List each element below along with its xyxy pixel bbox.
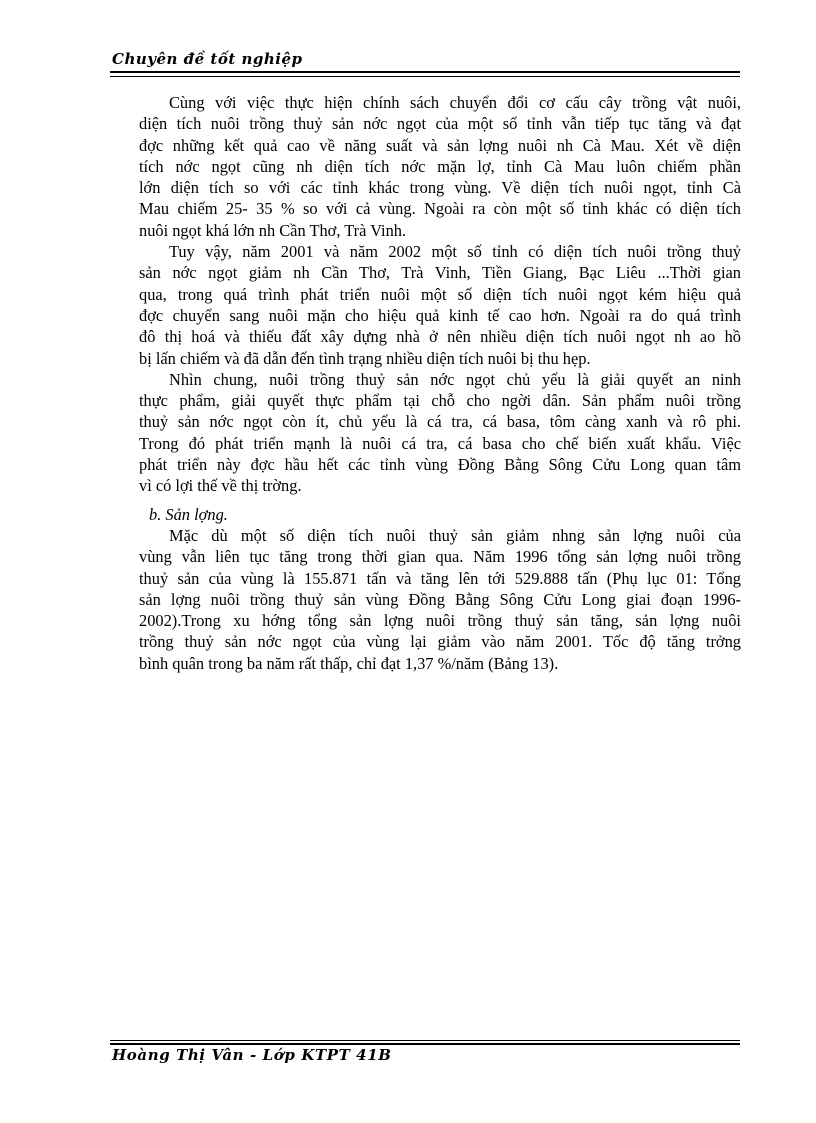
text-line: đô thị hoá và thiếu đất xây dựng nhà ở nên nhiều diện tích nuôi ngọt nh ao hồ <box>139 327 741 347</box>
footer-rule-thin <box>110 1040 740 1041</box>
text-line: bình quân trong ba năm rất thấp, chỉ đạt 1,37 %/năm (Bảng 13). <box>139 653 559 673</box>
text-line: sản nớc ngọt giảm nh Cần Thơ, Trà Vinh, Tiền Giang, Bạc Liêu ...Thời gian <box>139 263 741 283</box>
text-line: đợc chuyển sang nuôi mặn cho hiệu quả kinh tế cao hơn. Ngoài ra do quá trình <box>139 305 741 325</box>
text-line: đợc những kết quả cao về năng suất và sản lợng nuôi nh Cà Mau. Xét về diện <box>139 135 741 155</box>
header-rule-thick <box>110 71 740 73</box>
text-line: thuỷ sản nớc ngọt còn ít, chủ yếu là cá tra, cá basa, tôm càng xanh và rô phi. <box>139 412 741 432</box>
text-line: 2002).Trong xu hớng tổng sản lợng nuôi trồng thuỷ sản tăng, sản lợng nuôi <box>139 611 741 631</box>
footer-rule-thick <box>110 1043 740 1045</box>
footer-author-class: Hoàng Thị Vân - Lớp KTPT 41B <box>112 1046 392 1064</box>
text-line: lớn diện tích so với các tỉnh khác trong vùng. Về diện tích nuôi ngọt, tỉnh Cà <box>139 178 741 198</box>
text-line: phát triển này đợc hầu hết các tỉnh vùng Đồng Bằng Sông Cửu Long quan tâm <box>139 455 741 475</box>
section-subheading: b. Sản lợng. <box>149 504 228 524</box>
text-line: thực phẩm, giải quyết thực phẩm tại chỗ cho ngời dân. Sản phẩm nuôi trồng <box>139 391 741 411</box>
text-line: diện tích nuôi trồng thuỷ sản nớc ngọt của một số tỉnh vẫn tiếp tục tăng và đạt <box>139 114 741 134</box>
paragraph <box>139 241 741 369</box>
text-line: thuỷ sản của vùng là 155.871 tấn và tăng lên tới 529.888 tấn (Phụ lục 01: Tổng <box>139 568 741 588</box>
text-line: tích nớc ngọt cũng nh diện tích nớc mặn lợ, tỉnh Cà Mau luôn chiếm phần <box>139 156 741 176</box>
text-line: Nhìn chung, nuôi trồng thuỷ sản nớc ngọt chủ yếu là giải quyết an ninh <box>169 369 741 389</box>
text-line: bị lấn chiếm và đã dẫn đến tình trạng nhiều diện tích nuôi bị thu hẹp. <box>139 348 591 368</box>
text-line: Tuy vậy, năm 2001 và năm 2002 một số tỉnh có diện tích nuôi trồng thuỷ <box>169 242 741 262</box>
text-line: vùng vẫn liên tục tăng trong thời gian qua. Năm 1996 tổng sản lợng nuôi trồng <box>139 547 741 567</box>
document-body <box>139 92 741 674</box>
text-line: Mặc dù một số diện tích nuôi thuỷ sản giảm nhng sản lợng nuôi của <box>169 525 741 545</box>
header-rule-thin <box>110 76 740 77</box>
text-line: Cùng với việc thực hiện chính sách chuyển đổi cơ cấu cây trồng vật nuôi, <box>169 93 741 112</box>
paragraph <box>139 369 741 497</box>
page-header-title: Chuyên đề tốt nghiệp <box>112 50 303 68</box>
text-line: nuôi ngọt khá lớn nh Cần Thơ, Trà Vinh. <box>139 220 407 240</box>
text-line: sản lợng nuôi trồng thuỷ sản vùng Đồng Bằng Sông Cửu Long giai đoạn 1996- <box>139 589 741 609</box>
text-line: qua, trong quá trình phát triển nuôi một số diện tích nuôi ngọt kém hiệu quả <box>139 284 741 304</box>
text-line: vì có lợi thế về thị trờng. <box>139 476 302 496</box>
text-line: trồng thuỷ sản nớc ngọt của vùng lại giảm vào năm 2001. Tốc độ tăng trởng <box>139 632 741 652</box>
text-line: Mau chiếm 25- 35 % so với cả vùng. Ngoài ra còn một số tỉnh khác có diện tích <box>139 199 741 219</box>
paragraph <box>139 92 741 241</box>
paragraph <box>139 525 741 674</box>
text-line: Trong đó phát triển mạnh là nuôi cá tra, cá basa cho chế biến xuất khẩu. Việc <box>139 433 741 453</box>
